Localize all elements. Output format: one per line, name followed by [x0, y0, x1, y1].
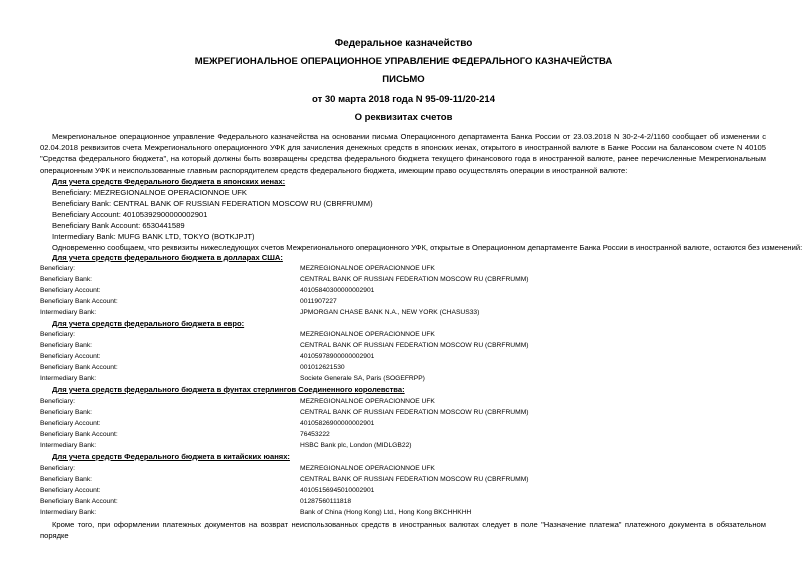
gbp-value-beneficiary-account: 40105826900000002901	[300, 420, 375, 427]
gbp-label-beneficiary-bank-account: Beneficiary Bank Account:	[40, 431, 118, 438]
document-type: ПИСЬМО	[382, 74, 425, 85]
usd-value-beneficiary-account: 40105840300000002901	[300, 287, 375, 294]
cny-label-beneficiary: Beneficiary:	[40, 465, 75, 472]
cny-label-intermediary-bank: Intermediary Bank:	[40, 509, 97, 516]
eur-section-title: Для учета средств федерального бюджета в евро:	[52, 319, 245, 328]
usd-label-beneficiary-account: Beneficiary Account:	[40, 287, 101, 294]
eur-value-beneficiary-bank-account: 001012621530	[300, 364, 345, 371]
gbp-value-intermediary-bank: HSBC Bank plc, London (MIDLGB22)	[300, 442, 412, 449]
intro-paragraph: Межрегиональное операционное управление Федерального казначейства на основании письма Операционного департамента Банка России от 23.03.2018 N 30-2-4-2/1160 сообщает об изменении с 02.04.2018 реквизитов счета Межрегионального операционного УФК для зачисления денежных средств в японских иенах, открытого в иностранной валюте в Банке России на балансовом счете N 40105 "Средства федерального бюджета", на который должны быть возвращены средства федерального бюджета текущего финансового года в иностранной валюте, ранее перечисленные Межрегиональным операционным УФК и неиспользованные главным распорядителем средств федерального бюджета, имеющим право осуществлять операции в иностранной валюте:	[40, 132, 766, 175]
jpy-section-title: Для учета средств Федерального бюджета в японских иенах:	[52, 177, 286, 186]
eur-value-beneficiary-bank: CENTRAL BANK OF RUSSIAN FEDERATION MOSCOW RU (CBRFRUMM)	[300, 342, 529, 349]
gbp-label-beneficiary: Beneficiary:	[40, 398, 75, 405]
jpy-intermediary-bank: Intermediary Bank: MUFG BANK LTD, TOKYO (BOTKJPJT)	[52, 232, 255, 241]
cny-section-title: Для учета средств Федерального бюджета в китайских юанях:	[52, 452, 290, 461]
usd-value-beneficiary: MEZREGIONALNOE OPERACIONNOE UFK	[300, 265, 435, 272]
cny-label-beneficiary-bank: Beneficiary Bank:	[40, 476, 93, 483]
eur-value-beneficiary: MEZREGIONALNOE OPERACIONNOE UFK	[300, 331, 435, 338]
agency-name: Федеральное казначейство	[334, 38, 473, 49]
closing-paragraph: Кроме того, при оформлении платежных документов на возврат неиспользованных средств в иностранных валютах следует в поле "Назначение платежа" платежного документа в обязательном порядке	[40, 520, 766, 540]
cny-value-beneficiary-bank: CENTRAL BANK OF RUSSIAN FEDERATION MOSCOW RU (CBRFRUMM)	[300, 476, 529, 483]
usd-value-beneficiary-bank: CENTRAL BANK OF RUSSIAN FEDERATION MOSCOW RU (CBRFRUMM)	[300, 276, 529, 283]
gbp-section-title: Для учета средств федерального бюджета в фунтах стерлингов Соединенного королевства:	[52, 385, 405, 394]
cny-label-beneficiary-bank-account: Beneficiary Bank Account:	[40, 498, 118, 505]
gbp-value-beneficiary-bank: CENTRAL BANK OF RUSSIAN FEDERATION MOSCOW RU (CBRFRUMM)	[300, 409, 529, 416]
gbp-value-beneficiary: MEZREGIONALNOE OPERACIONNOE UFK	[300, 398, 435, 405]
jpy-beneficiary-bank: Beneficiary Bank: CENTRAL BANK OF RUSSIAN FEDERATION MOSCOW RU (CBRFRUMM)	[52, 199, 373, 208]
cny-value-intermediary-bank: Bank of China (Hong Kong) Ltd., Hong Kong BKCHHKHH	[300, 509, 472, 516]
usd-section-title: Для учета средств федерального бюджета в долларах США:	[52, 253, 283, 262]
eur-label-beneficiary: Beneficiary:	[40, 331, 75, 338]
jpy-beneficiary: Beneficiary: MEZREGIONALNOE OPERACIONNOE UFK	[52, 188, 247, 197]
gbp-value-beneficiary-bank-account: 76453222	[300, 431, 330, 438]
eur-label-intermediary-bank: Intermediary Bank:	[40, 375, 97, 382]
eur-value-intermediary-bank: Societe Generale SA, Paris (SOGEFRPP)	[300, 375, 425, 382]
gbp-label-beneficiary-account: Beneficiary Account:	[40, 420, 101, 427]
gbp-label-intermediary-bank: Intermediary Bank:	[40, 442, 97, 449]
usd-label-beneficiary-bank: Beneficiary Bank:	[40, 276, 93, 283]
eur-label-beneficiary-bank: Beneficiary Bank:	[40, 342, 93, 349]
document-subject: О реквизитах счетов	[354, 112, 453, 123]
jpy-beneficiary-bank-account: Beneficiary Bank Account: 6530441589	[52, 221, 185, 230]
gbp-label-beneficiary-bank: Beneficiary Bank:	[40, 409, 93, 416]
usd-value-intermediary-bank: JPMORGAN CHASE BANK N.A., NEW YORK (CHASUS33)	[300, 309, 480, 316]
document-date-number: от 30 марта 2018 года N 95-09-11/20-214	[312, 94, 495, 105]
cny-value-beneficiary-bank-account: 01287560111818	[300, 498, 352, 505]
usd-label-beneficiary: Beneficiary:	[40, 265, 75, 272]
department-name: МЕЖРЕГИОНАЛЬНОЕ ОПЕРАЦИОННОЕ УПРАВЛЕНИЕ ФЕДЕРАЛЬНОГО КАЗНАЧЕЙСТВА	[194, 56, 613, 67]
cny-value-beneficiary: MEZREGIONALNOE OPERACIONNOE UFK	[300, 465, 435, 472]
eur-value-beneficiary-account: 40105978900000002901	[300, 353, 375, 360]
jpy-beneficiary-account: Beneficiary Account: 40105392900000002901	[52, 210, 208, 219]
eur-label-beneficiary-account: Beneficiary Account:	[40, 353, 101, 360]
cny-value-beneficiary-account: 40105156945010002901	[300, 487, 375, 494]
usd-label-beneficiary-bank-account: Beneficiary Bank Account:	[40, 298, 118, 305]
eur-label-beneficiary-bank-account: Beneficiary Bank Account:	[40, 364, 118, 371]
usd-value-beneficiary-bank-account: 0011907227	[300, 298, 337, 305]
unchanged-accounts-note: Одновременно сообщаем, что реквизиты нижеследующих счетов Межрегионального операционного УФК, открытые в Операционном департаменте Банка России в иностранной валюте, остаются без изменений:	[52, 243, 803, 252]
usd-label-intermediary-bank: Intermediary Bank:	[40, 309, 97, 316]
cny-label-beneficiary-account: Beneficiary Account:	[40, 487, 101, 494]
